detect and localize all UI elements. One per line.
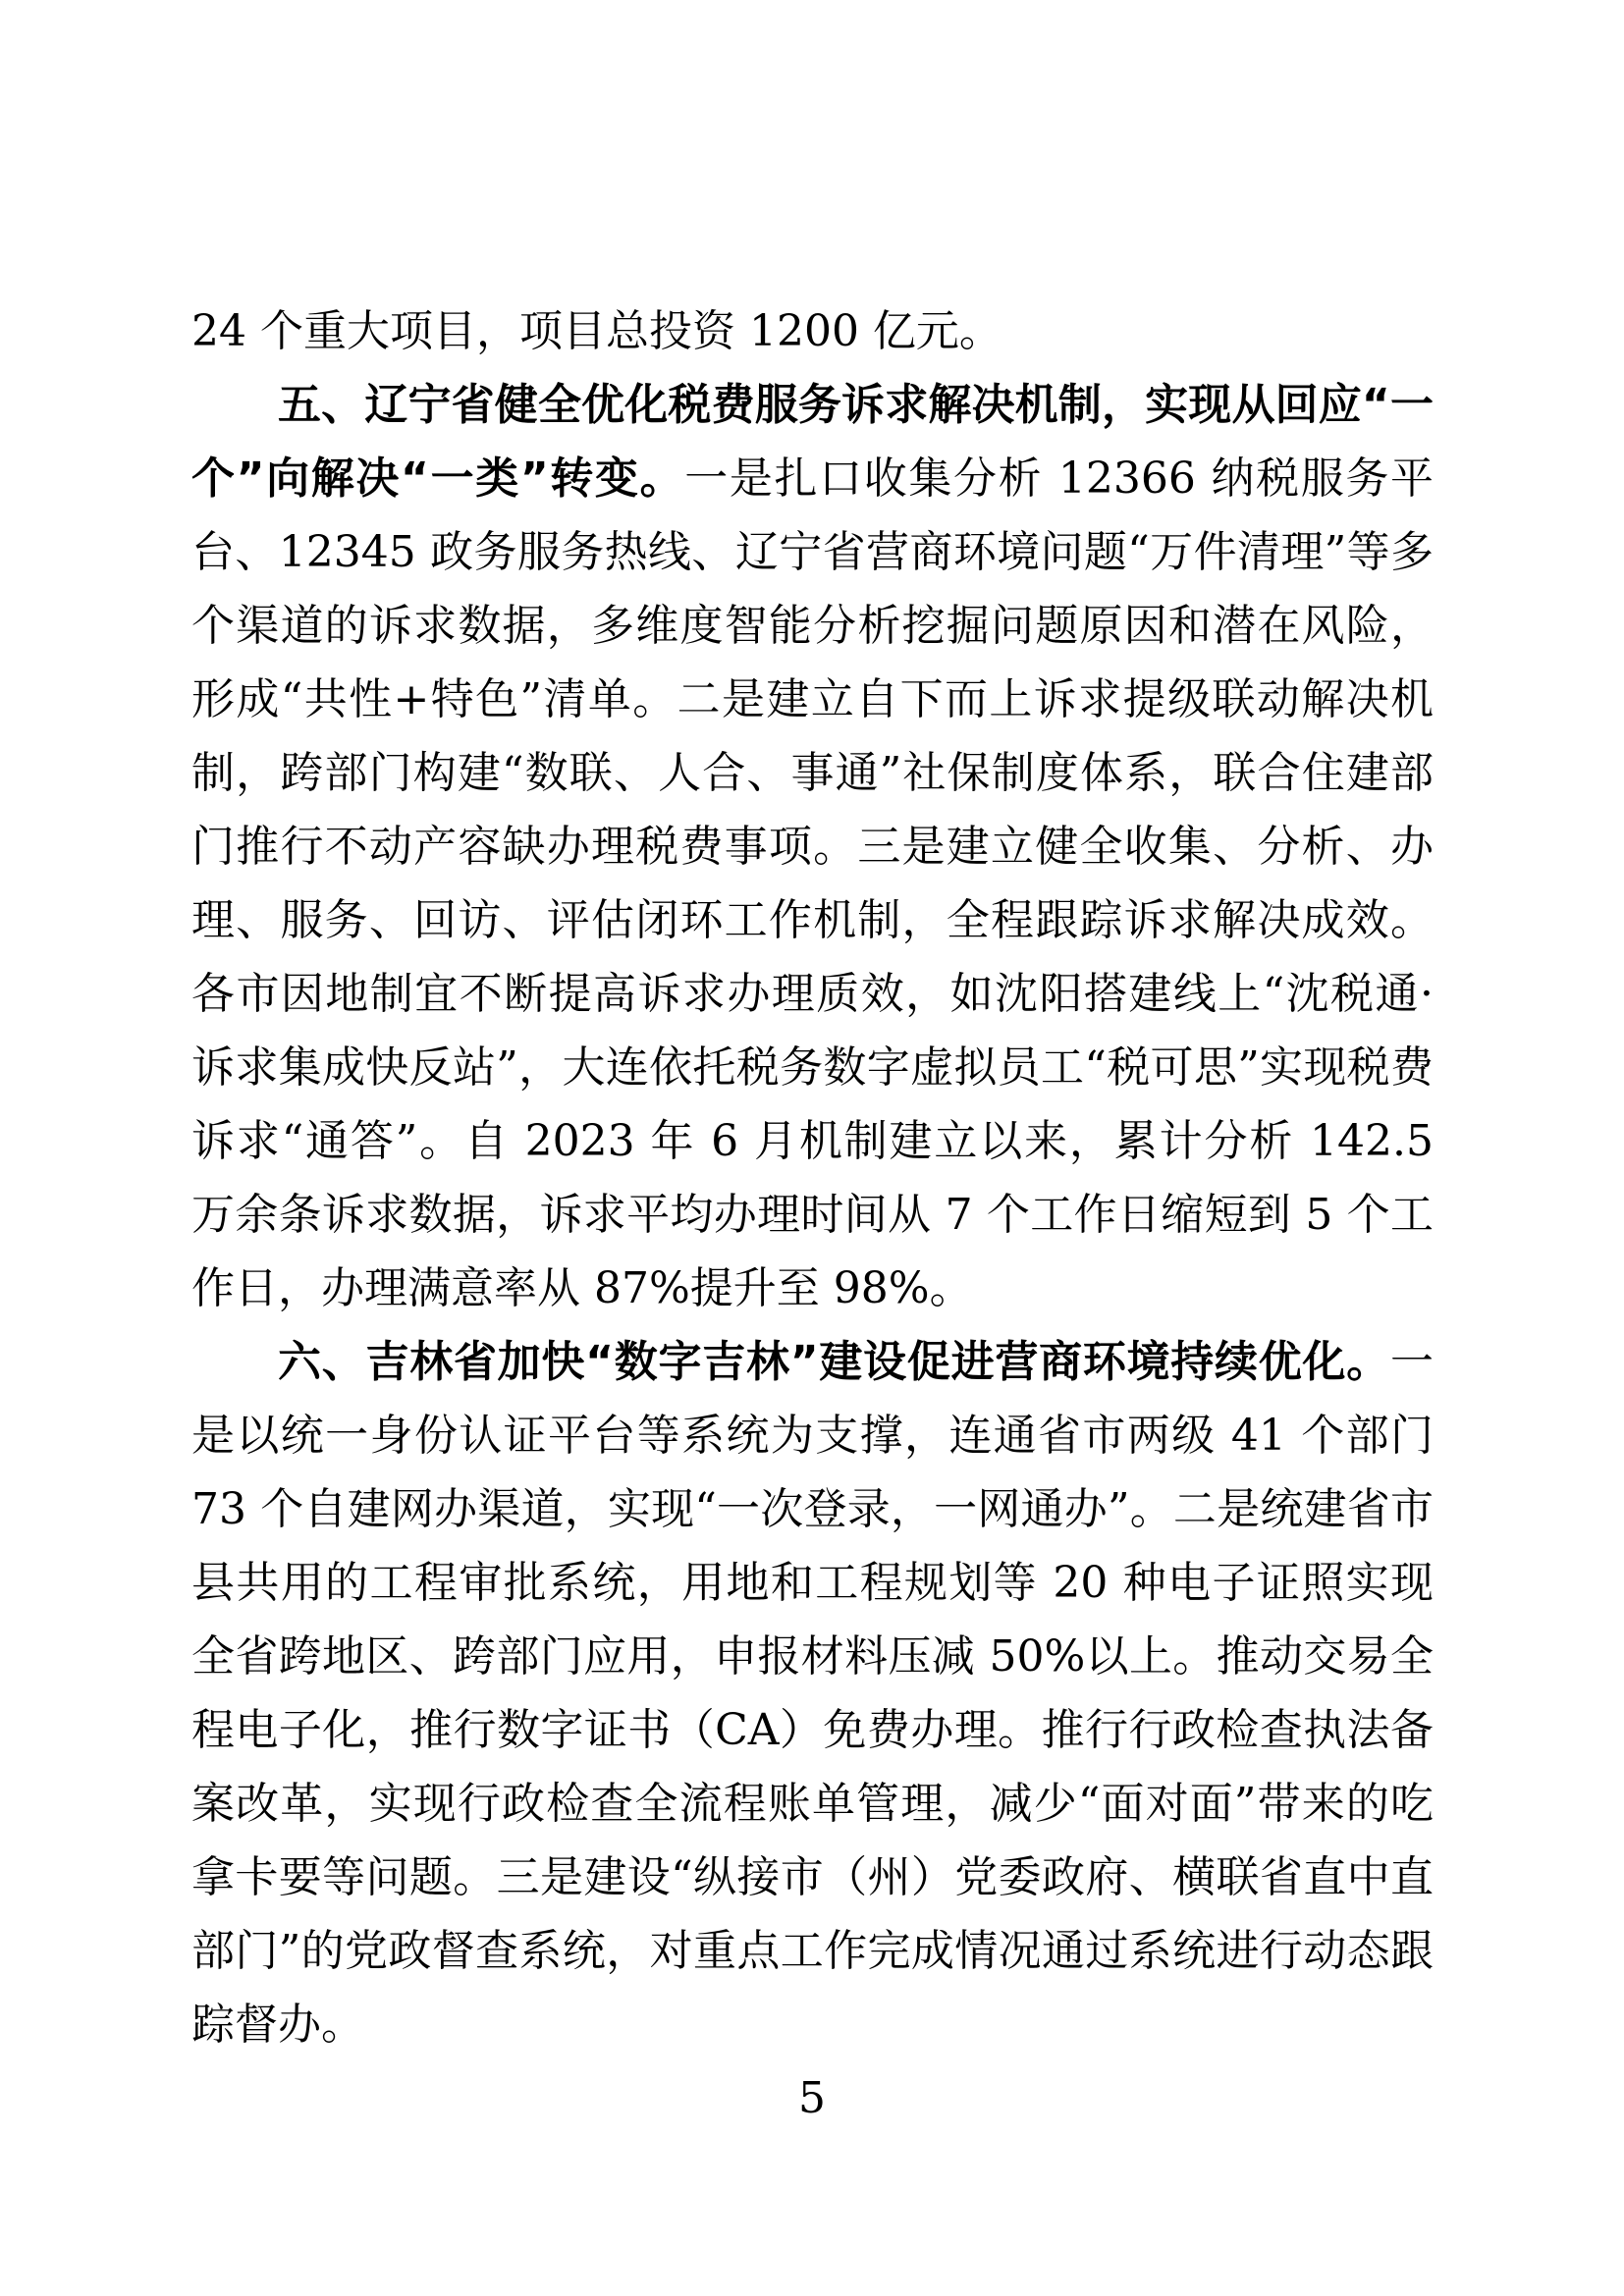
paragraph-text: 24 个重大项目，项目总投资 1200 亿元。 <box>191 306 1002 356</box>
paragraph-section-5 <box>191 368 1434 1325</box>
section-heading-5: 五、辽宁省健全优化税费服务诉求解决机制，实现从回应“一个”向解决“一类”转变。 <box>191 380 1434 504</box>
page-number: 5 <box>798 2073 826 2123</box>
section-heading-6: 六、吉林省加快“数字吉林”建设促进营商环境持续优化。 <box>278 1337 1390 1387</box>
paragraph-continuation <box>191 294 1434 368</box>
paragraph-text: 一是扎口收集分析 12366 纳税服务平台、12345 政务服务热线、辽宁省营商环境问题“万件清理”等多个渠道的诉求数据，多维度智能分析挖掘问题原因和潜在风险，形成“共性+特色”清单。二是建立自下而上诉求提级联动解决机制，跨部门构建“数联、人合、事通”社保制度体系，联合住建部门推行不动产容缺办理税费事项。三是建立健全收集、分析、办理、服务、回访、评估闭环工作机制，全程跟踪诉求解决成效。各市因地制宜不断提高诉求办理质效，如沈阳搭建线上“沈税通·诉求集成快反站”，大连依托税务数字虚拟员工“税可思”实现税费诉求“通答”。自 2023 年 6 月机制建立以来，累计分析 142.5 万余条诉求数据，诉求平均办理时间从 7 个工作日缩短到 5 个工作日，办理满意率从 87%提升至 98%。 <box>191 454 1434 1313</box>
paragraph-section-6 <box>191 1325 1434 2061</box>
document-body <box>191 294 1434 2061</box>
paragraph-text: 一是以统一身份认证平台等系统为支撑，连通省市两级 41 个部门 73 个自建网办渠道，实现“一次登录，一网通办”。二是统建省市县共用的工程审批系统，用地和工程规划等 20 种电子证照实现全省跨地区、跨部门应用，申报材料压减 50%以上。推动交易全程电子化，推行数字证书（CA）免费办理。推行行政检查执法备案改革，实现行政检查全流程账单管理，减少“面对面”带来的吃拿卡要等问题。三是建设“纵接市（州）党委政府、横联省直中直部门”的党政督查系统，对重点工作完成情况通过系统进行动态跟踪督办。 <box>191 1337 1434 2050</box>
